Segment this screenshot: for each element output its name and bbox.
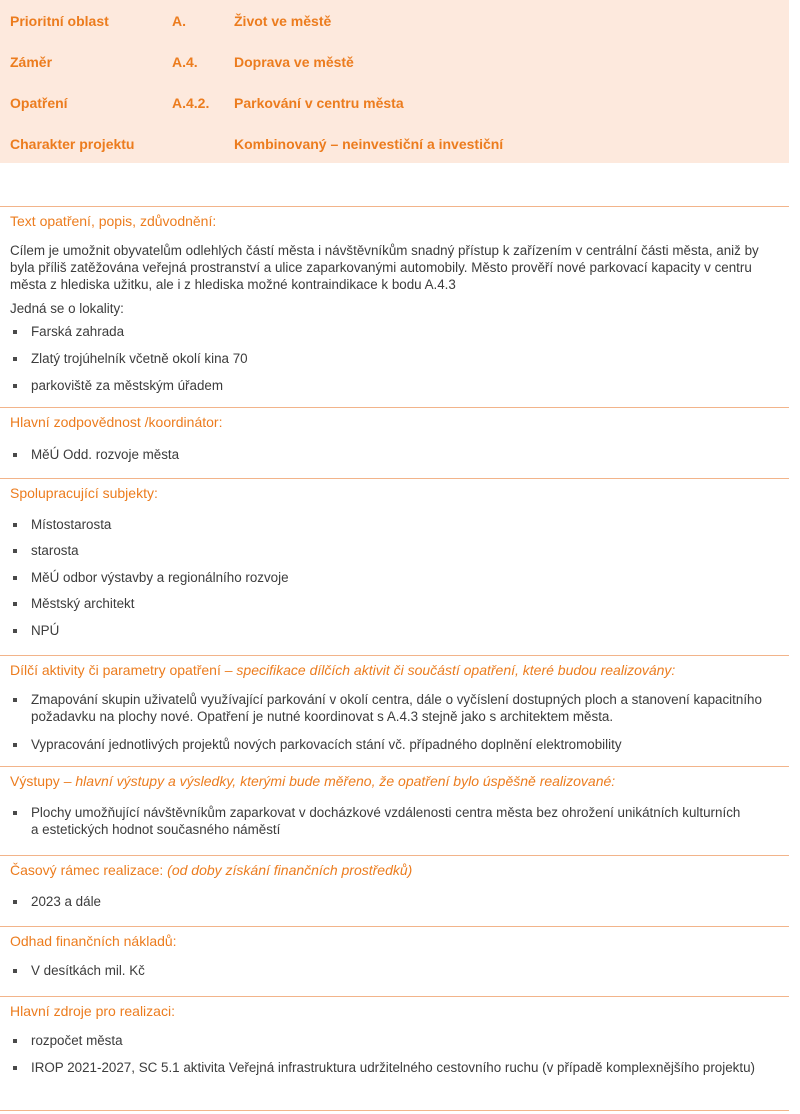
- section-title-main: Dílčí aktivity či parametry opatření: [10, 662, 221, 678]
- list-item-text: Místostarosta: [31, 517, 112, 532]
- header-row-priority: [0, 11, 789, 31]
- bullet-icon: [13, 698, 17, 702]
- bullet-icon: [13, 629, 17, 633]
- list-item-text: MěÚ Odd. rozvoje města: [31, 447, 180, 462]
- section-title-note: – hlavní výstupy a výsledky, kterými bude měřeno, že opatření bylo úspěšně realizované:: [59, 773, 616, 789]
- header-code: A.4.: [172, 54, 198, 70]
- header-row-character: [0, 134, 789, 154]
- bullet-icon: [13, 384, 17, 388]
- section-sources: [0, 996, 789, 1111]
- bullet-icon: [13, 1039, 17, 1043]
- bullet-icon: [13, 357, 17, 361]
- list-item-text: starosta: [31, 543, 79, 558]
- header-code: A.: [172, 13, 186, 29]
- list-item-text: IROP 2021-2027, SC 5.1 aktivita Veřejná infrastruktura udržitelného cestovního ruchu (v případě komplexnějšího projektu): [31, 1060, 755, 1075]
- section-title-main: Časový rámec realizace:: [10, 862, 164, 878]
- section-title: [10, 772, 615, 790]
- bullet-icon: [13, 576, 17, 580]
- section-timeframe: [0, 855, 789, 926]
- section-partners: [0, 478, 789, 655]
- header-code: A.4.2.: [172, 95, 210, 111]
- section-title: Spolupracující subjekty:: [10, 485, 158, 501]
- section-title: Hlavní zodpovědnost /koordinátor:: [10, 414, 223, 430]
- section-responsible: [0, 407, 789, 478]
- list-item-text: Farská zahrada: [31, 324, 125, 339]
- bullet-icon: [13, 549, 17, 553]
- bullet-icon: [13, 969, 17, 973]
- section-title: Hlavní zdroje pro realizaci:: [10, 1003, 175, 1019]
- header-label: Opatření: [10, 95, 68, 111]
- bullet-icon: [13, 523, 17, 527]
- section-outputs: [0, 766, 789, 855]
- header-value: Doprava ve městě: [234, 54, 354, 70]
- section-costs: [0, 926, 789, 996]
- bullet-icon: [13, 453, 17, 457]
- list-item-text: Městský architekt: [31, 596, 135, 611]
- list-item-text: Zmapování skupin uživatelů využívající parkování v okolí centra, dále o vyčíslení dostupných ploch a stanovení kapacitního požadavku na plochy nové. Opatření je nutné koordinovat s A.4.3 stejně jako s architektem města.: [31, 692, 762, 724]
- section-title-main: Výstupy: [10, 773, 60, 789]
- list-item-text: Vypracování jednotlivých projektů nových parkovacích stání vč. případného doplnění elektromobility: [31, 737, 622, 752]
- bullet-icon: [13, 330, 17, 334]
- list-item-text: parkoviště za městským úřadem: [31, 378, 223, 393]
- bullet-icon: [13, 900, 17, 904]
- bullet-icon: [13, 602, 17, 606]
- header-label: Záměr: [10, 54, 53, 70]
- list-item-text: Plochy umožňující návštěvníkům zaparkovat v docházkové vzdálenosti centra města bez ohrožení unikátních kulturních a estetických hodnot současného náměstí: [31, 805, 741, 837]
- bullet-icon: [13, 1066, 17, 1070]
- bullet-icon: [13, 811, 17, 815]
- section-description: [0, 206, 789, 407]
- section-title-note: (od doby získání finančních prostředků): [163, 862, 413, 878]
- list-item-text: rozpočet města: [31, 1033, 123, 1048]
- section-activities: [0, 655, 789, 766]
- header-value: Kombinovaný – neinvestiční a investiční: [234, 136, 504, 152]
- section-title-note: – specifikace dílčích aktivit či součástí opatření, které budou realizovány:: [220, 662, 676, 678]
- list-item-text: NPÚ: [31, 623, 60, 638]
- list-item-text: MěÚ odbor výstavby a regionálního rozvoje: [31, 570, 289, 585]
- list-item-text: 2023 a dále: [31, 894, 101, 909]
- header-row-intent: [0, 52, 789, 72]
- list-item-text: Zlatý trojúhelník včetně okolí kina 70: [31, 351, 248, 366]
- bullet-icon: [13, 743, 17, 747]
- header-label: Charakter projektu: [10, 136, 135, 152]
- header-value: Život ve městě: [234, 13, 332, 29]
- description-paragraph: Cílem je umožnit obyvatelům odlehlých částí města i návštěvníkům snadný přístup k zařízením v centrální části města, aniž by byla příliš zatěžována veřejná prostranství a ulice zaparkovanými automobily. Město prověří nové parkovací kapacity v centru města z hlediska užitku, ale i z hlediska možné kontraindikace k bodu A.4.3: [10, 243, 759, 292]
- section-title: Text opatření, popis, zdůvodnění:: [10, 213, 217, 229]
- list-item-text: V desítkách mil. Kč: [31, 963, 145, 978]
- header-label: Prioritní oblast: [10, 13, 109, 29]
- section-title: Odhad finančních nákladů:: [10, 933, 177, 949]
- locations-lead: Jedná se o lokality:: [10, 301, 124, 316]
- header-value: Parkování v centru města: [234, 95, 404, 111]
- section-title: [10, 861, 412, 879]
- header-row-measure: [0, 93, 789, 113]
- project-header: [0, 0, 789, 163]
- section-title: [10, 661, 675, 679]
